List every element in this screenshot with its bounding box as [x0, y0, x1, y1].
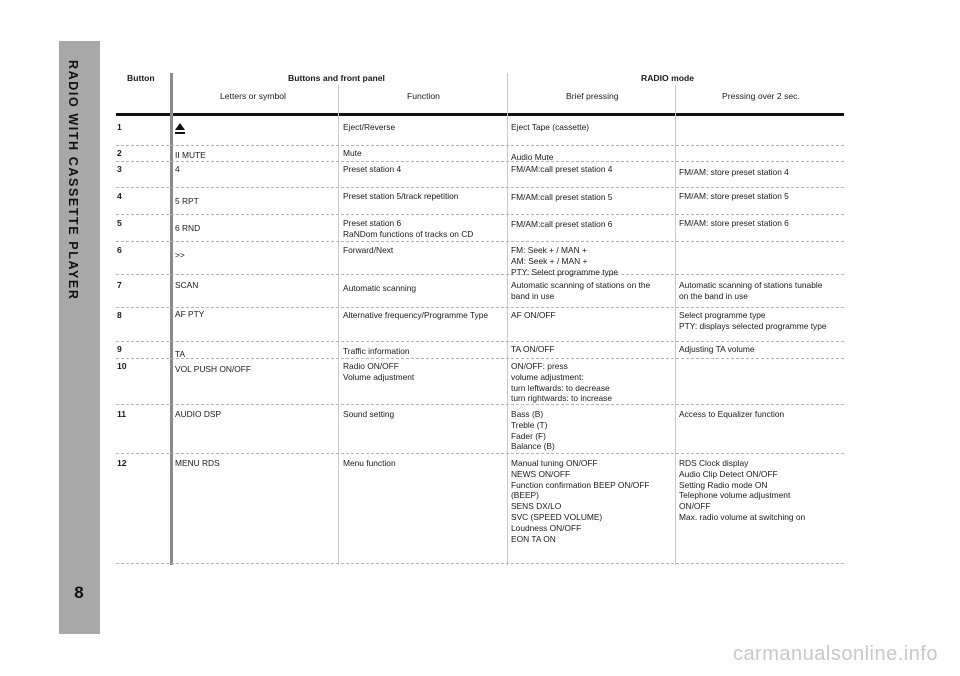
symbol-text: SCAN	[175, 280, 199, 290]
button-number: 5	[117, 218, 122, 228]
column-divider	[338, 85, 339, 565]
brief-text: FM/AM:call preset station 5	[511, 192, 613, 202]
long-text: Setting Radio mode ON	[679, 479, 768, 490]
page-number: 8	[74, 583, 84, 602]
function-text: RaNDom functions of tracks on CD	[343, 228, 474, 239]
row-separator	[116, 453, 844, 454]
long-text: FM/AM: store preset station 6	[679, 218, 789, 228]
long-text: Adjusting TA volume	[679, 344, 755, 354]
watermark: carmanualsonline.info	[732, 643, 938, 665]
brief-text: EON TA ON	[511, 533, 556, 544]
brief-text: Bass (B)	[511, 409, 544, 419]
function-text: Mute	[343, 148, 362, 158]
brief-text: turn leftwards: to decrease	[511, 382, 610, 393]
long-text: FM/AM: store preset station 5	[679, 191, 789, 201]
brief-text: (BEEP)	[511, 490, 539, 501]
function-text: Forward/Next	[343, 245, 394, 255]
symbol-text: >>	[175, 250, 185, 260]
row-separator	[116, 404, 844, 405]
function-text: Traffic information	[343, 346, 410, 356]
function-text: Radio ON/OFF	[343, 361, 399, 371]
function-text: Sound setting	[343, 409, 395, 419]
function-text: Menu function	[343, 458, 396, 468]
button-number: 9	[117, 344, 122, 354]
header-function: Function	[407, 91, 440, 101]
button-number: 2	[117, 148, 122, 158]
row-separator	[116, 214, 844, 215]
brief-text: FM/AM:call preset station 6	[511, 219, 613, 229]
brief-text: Eject Tape (cassette)	[511, 122, 590, 132]
long-text: ON/OFF	[679, 501, 711, 512]
function-text: Alternative frequency/Programme Type	[343, 310, 489, 320]
brief-text: PTY: Select programme type	[511, 266, 619, 277]
row-separator	[116, 187, 844, 188]
long-text: Access to Equalizer function	[679, 409, 785, 419]
header-rule	[116, 113, 844, 116]
brief-text: AM: Seek + / MAN +	[511, 255, 588, 266]
brief-text: TA ON/OFF	[511, 344, 555, 354]
symbol-text: II MUTE	[175, 150, 206, 160]
long-text: FM/AM: store preset station 4	[679, 167, 789, 177]
symbol-text: AUDIO DSP	[175, 409, 222, 419]
long-text: Select programme type	[679, 310, 766, 320]
row-separator	[116, 274, 844, 275]
header-long: Pressing over 2 sec.	[722, 91, 800, 101]
button-number: 3	[117, 164, 122, 174]
header-front-panel: Buttons and front panel	[288, 73, 385, 83]
brief-text: SVC (SPEED VOLUME)	[511, 512, 603, 522]
row-separator	[116, 145, 844, 146]
function-text: Preset station 5/track repetition	[343, 191, 459, 201]
long-text: Max. radio volume at switching on	[679, 512, 806, 522]
column-divider	[507, 73, 508, 565]
function-text: Eject/Reverse	[343, 122, 396, 132]
button-number: 6	[117, 245, 122, 255]
brief-text: Balance (B)	[511, 441, 555, 452]
button-number: 8	[117, 310, 122, 320]
long-text: on the band in use	[679, 290, 748, 301]
brief-text: Loudness ON/OFF	[511, 522, 582, 533]
brief-text: FM: Seek + / MAN +	[511, 245, 587, 255]
brief-text: Audio Mute	[511, 152, 554, 162]
brief-text: Automatic scanning of stations on the	[511, 280, 651, 290]
column-divider	[675, 85, 676, 565]
button-number: 1	[117, 122, 122, 132]
function-text: Preset station 6	[343, 218, 402, 228]
brief-text: AF ON/OFF	[511, 310, 556, 320]
brief-text: FM/AM:call preset station 4	[511, 164, 613, 174]
column-divider	[170, 73, 173, 565]
brief-text: Fader (F)	[511, 430, 546, 441]
brief-text: Function confirmation BEEP ON/OFF	[511, 479, 650, 490]
button-number: 11	[117, 409, 127, 419]
row-separator	[116, 307, 844, 308]
symbol-text: 5 RPT	[175, 196, 199, 206]
long-text: RDS Clock display	[679, 458, 749, 468]
row-separator	[116, 358, 844, 359]
brief-text: Treble (T)	[511, 419, 548, 430]
function-text: Preset station 4	[343, 164, 402, 174]
long-text: Automatic scanning of stations tunable	[679, 280, 823, 290]
symbol-text: 4	[175, 164, 180, 174]
header-button: Button	[127, 73, 155, 83]
brief-text: NEWS ON/OFF	[511, 468, 571, 479]
function-text: Automatic scanning	[343, 283, 417, 293]
function-text: Volume adjustment	[343, 371, 415, 382]
header-brief: Brief pressing	[566, 91, 619, 101]
brief-text: ON/OFF: press	[511, 361, 568, 371]
header-radio-mode: RADIO mode	[641, 73, 694, 83]
button-number: 7	[117, 280, 122, 290]
long-text: Audio Clip Detect ON/OFF	[679, 468, 778, 479]
brief-text: turn rightwards: to increase	[511, 393, 613, 404]
row-separator	[116, 241, 844, 242]
brief-text: volume adjustment:	[511, 371, 584, 382]
symbol-text: 6 RND	[175, 223, 201, 233]
long-text: PTY: displays selected programme type	[679, 320, 827, 331]
button-number: 12	[117, 458, 127, 468]
long-text: Telephone volume adjustment	[679, 490, 791, 501]
brief-text: Manual tuning ON/OFF	[511, 458, 598, 468]
button-number: 10	[117, 361, 127, 371]
eject-icon	[174, 122, 186, 136]
symbol-text: MENU RDS	[175, 458, 220, 468]
header-letters: Letters or symbol	[220, 91, 286, 101]
chapter-title: RADIO WITH CASSETTE PLAYER	[66, 60, 80, 301]
brief-text: SENS DX/LO	[511, 501, 562, 512]
row-separator	[116, 341, 844, 342]
symbol-text: AF PTY	[175, 309, 205, 319]
symbol-text: VOL PUSH ON/OFF	[175, 364, 252, 374]
symbol-text: TA	[175, 349, 186, 359]
row-separator	[116, 161, 844, 162]
row-separator	[116, 563, 844, 564]
brief-text: band in use	[511, 290, 555, 301]
button-number: 4	[117, 191, 122, 201]
